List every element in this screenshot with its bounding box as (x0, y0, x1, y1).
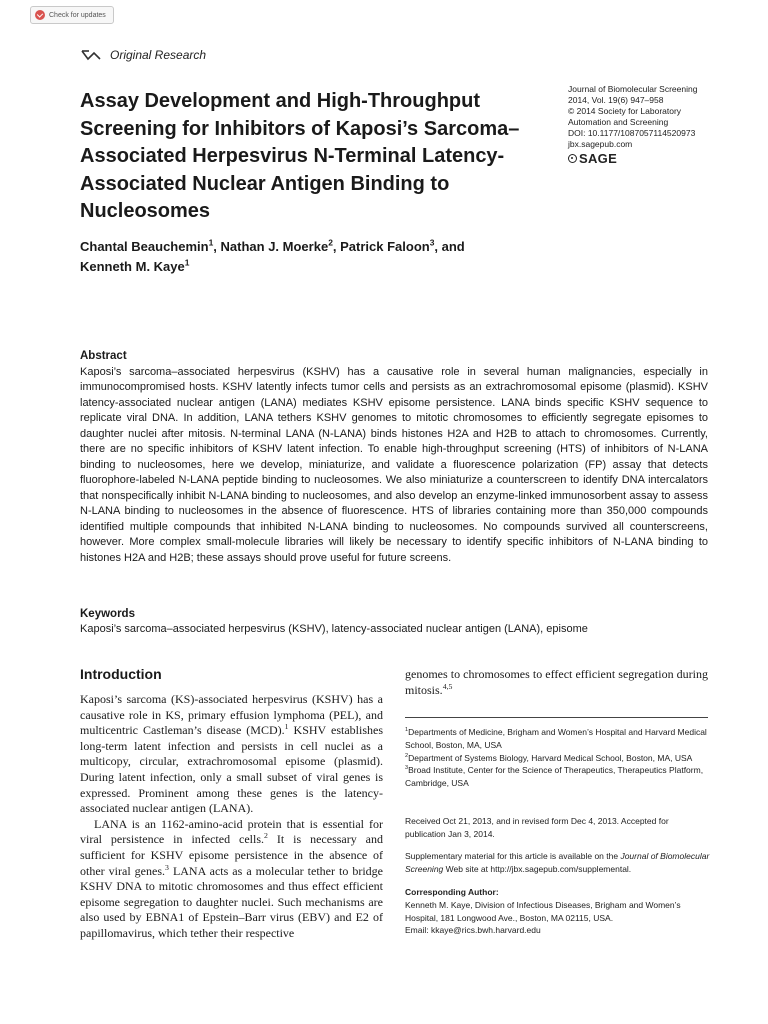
author-affiliation-mark: 3 (429, 237, 435, 248)
journal-copyright: © 2014 Society for Laboratory (568, 106, 682, 116)
corresponding-email[interactable]: Email: kkaye@rics.bwh.harvard.edu (405, 925, 541, 936)
corresponding-address: Kenneth M. Kaye, Division of Infectious Diseases, Brigham and Women’s Hospital, 181 Longwood Ave., Boston, MA 02115, USA. (405, 899, 681, 923)
section-label-text: Original Research (110, 48, 207, 62)
author-name: Nathan J. Moerke (220, 239, 329, 254)
abstract-section (80, 349, 708, 566)
intro-paragraph-2: LANA is an 1162-amino-acid protein that is essential for viral persistence in infected cells.$^2$ It is necessary and sufficient for KSHV episome persistence in the absence of other viral genes.$^3$ LANA acts as a molecular tether to bridge KSHV DNA to mitotic chromosomes and thus effect efficient episome segregation to daughter nuclei. Such mechanisms are also used by EBNA1 of Epstein–Barr virus (EBV) and E2 of papillomavirus, which tether their respective (80, 816, 383, 940)
journal-info (568, 84, 758, 164)
citation-ref[interactable]: 4,5 (442, 681, 453, 691)
author-name: Patrick Faloon (340, 239, 430, 254)
keywords-heading: Keywords (80, 608, 135, 620)
citation-ref[interactable]: 1 (284, 722, 289, 732)
author-name: Kenneth M. Kaye (80, 259, 185, 274)
introduction-left-column (80, 692, 383, 942)
corresponding-author (405, 886, 710, 937)
journal-name: Journal of Biomolecular Screening (568, 84, 698, 94)
citation-ref[interactable]: 2 (264, 831, 268, 841)
article-title: Assay Development and High-Throughput Screening for Inhibitors of Kaposi’s Sarcoma–Associated Herpesvirus N-Terminal Latency-Associated Nuclear Antigen Binding to Nucleosomes (80, 90, 520, 222)
journal-website[interactable]: jbx.sagepub.com (568, 139, 633, 149)
check-for-updates-badge[interactable] (30, 6, 114, 24)
journal-society: Automation and Screening (568, 117, 669, 127)
journal-doi[interactable]: DOI: 10.1177/1087057114520973 (568, 128, 696, 138)
keywords-section (80, 607, 708, 637)
journal-volume: 2014, Vol. 19(6) 947–958 (568, 95, 664, 105)
affiliation-item: $^3$Broad Institute, Center for the Science of Therapeutics, Therapeutics Platform, Cambridge, USA (405, 765, 704, 789)
author-affiliation-mark: 1 (184, 257, 190, 268)
received-dates: Received Oct 21, 2013, and in revised form Dec 4, 2013. Accepted for publication Jan 3, 2014. (405, 816, 669, 839)
supplementary-note: Supplementary material for this article is available on the Journal of Biomolecular Screening Web site at http://jbx.sagepub.com/supplemental. (405, 851, 710, 874)
affiliation-item: $^1$Departments of Medicine, Brigham and Women’s Hospital and Harvard Medical School, Boston, MA, USA (405, 727, 707, 750)
citation-ref[interactable]: 3 (165, 862, 169, 872)
footnote-divider (405, 717, 708, 718)
intro-paragraph-1: Kaposi’s sarcoma (KS)-associated herpesvirus (KSHV) has a causative role in KS, primary effusion lymphoma (PEL), and multicentric Castleman’s disease (MCD).$^1$ KSHV establishes long-term latent infection and persists in cell nuclei as a multicopy, circular, extrachromosomal episome (plasmid). During latent infection, only a small subset of viral genes is expressed. Prominent among these genes is the latency-associated nuclear antigen (LANA). (80, 692, 383, 816)
affiliations (405, 726, 710, 790)
check-updates-icon (35, 10, 45, 20)
introduction-right-column (405, 667, 708, 698)
article-type (80, 48, 206, 62)
keywords-text: Kaposi’s sarcoma–associated herpesvirus (KSHV), latency-associated nuclear antigen (LANA), episome (80, 623, 588, 635)
abstract-heading: Abstract (80, 350, 127, 362)
author-list: Chantal Beauchemin$^1$, Nathan J. Moerke$^2$, Patrick Faloon$^3$, and Kenneth M. Kaye$^1$ (80, 237, 465, 274)
journal-name-italic: Journal of Biomolecular Screening (405, 851, 710, 874)
introduction-heading: Introduction (80, 666, 162, 682)
sage-logo-icon (568, 154, 577, 163)
author-affiliation-mark: 1 (208, 237, 214, 248)
author-affiliation-mark: 2 (328, 237, 333, 248)
author-name: Chantal Beauchemin (80, 239, 209, 254)
sage-logo-text: SAGE (579, 151, 618, 166)
section-arrow-icon (80, 48, 102, 62)
intro-paragraph-continued: genomes to chromosomes to effect efficient segregation during mitosis.$^{4,5}$ (405, 667, 708, 697)
check-updates-label: Check for updates (49, 11, 106, 19)
publisher-logo (568, 153, 758, 164)
corresponding-heading: Corresponding Author: (405, 887, 499, 897)
abstract-text: Kaposi’s sarcoma–associated herpesvirus (KSHV) has a causative role in several human malignancies, especially in immunocompromised hosts. KSHV latently infects tumor cells and persists as an extrachromosomal episome (plasmid). KSHV latency-associated nuclear antigen (LANA) mediates KSHV episome persistence. LANA binds specific KSHV sequence to replicate viral DNA. In addition, LANA tethers KSHV genomes to mitotic chromosomes to efficiently segregate episomes to daughter nuclei after mitosis. N-terminal LANA (N-LANA) binds histones H2A and H2B to attach to chromosomes. Currently, there are no specific inhibitors of KSHV latent infection. To enable high-throughput screening (HTS) of inhibitors of N-LANA binding to nucleosomes, here we develop, miniaturize, and validate a fluorescence polarization (FP) assay that detects fluorophore-labeled N-LANA peptide binding to nucleosomes. We also miniaturize a counterscreen to identify DNA intercalators that nonspecifically inhibit N-LANA binding to nucleosomes, and also develop an enzyme-linked immunosorbent assay to assess N-LANA binding to nucleosomes in the absence of fluorescence. HTS of libraries containing more than 350,000 compounds identified multiple compounds that inhibited N-LANA binding to nucleosomes. No compounds survived all counterscreens, however. More complex small-molecule libraries will likely be necessary to identify specific inhibitors of N-LANA binding to histones H2A and H2B; these assays should prove useful for future screens. (80, 365, 708, 564)
affiliation-item: $^2$Department of Systems Biology, Harvard Medical School, Boston, MA, USA (405, 752, 693, 763)
